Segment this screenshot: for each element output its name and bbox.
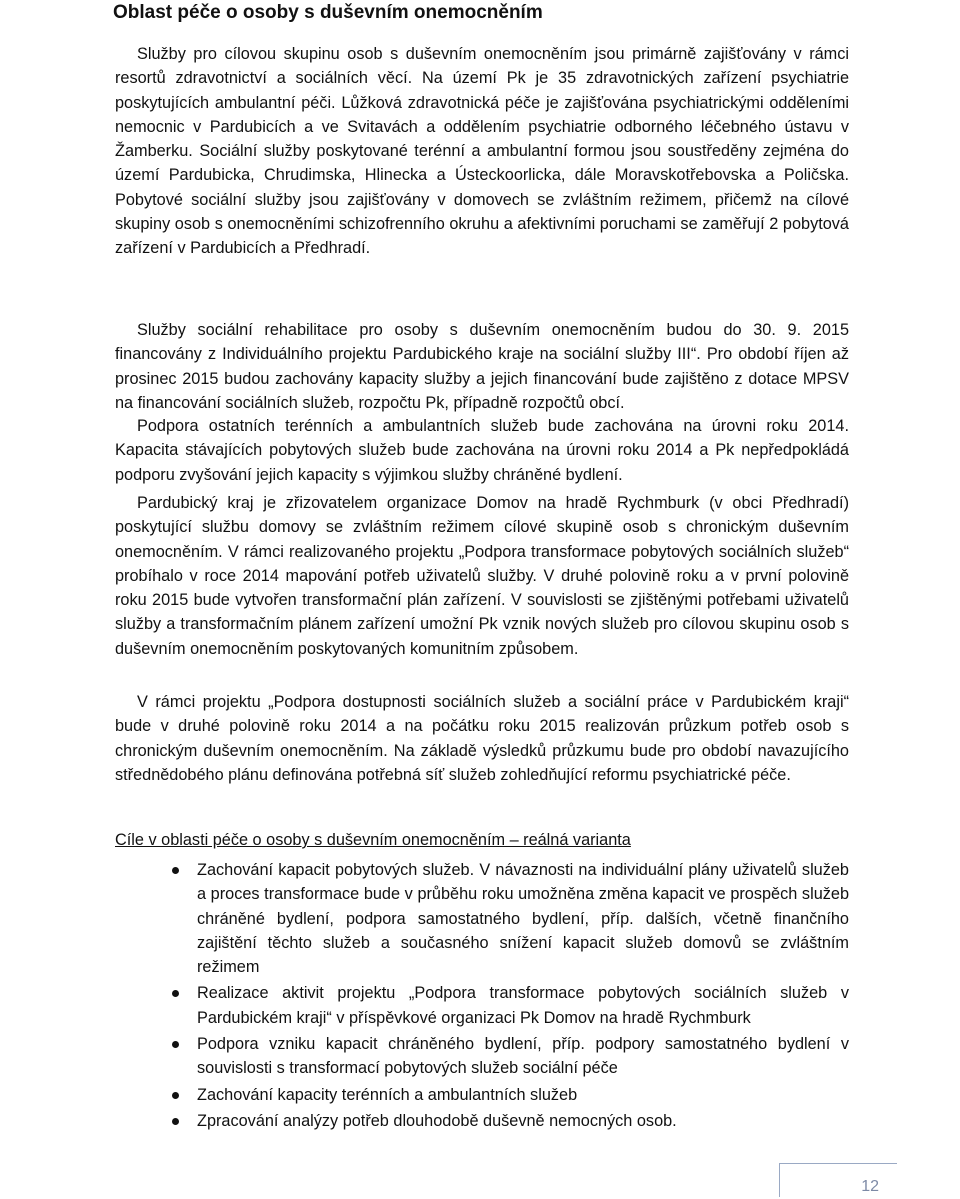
goals-list: [115, 858, 849, 1135]
list-item-text: Podpora vzniku kapacit chráněného bydlení, příp. podpory samostatného bydlení v souvislosti s transformací pobytových služeb sociální péče: [197, 1035, 849, 1078]
bullet-icon: [172, 1092, 179, 1099]
paragraph-capacity-support: Podpora ostatních terénních a ambulantních služeb bude zachována na úrovni roku 2014. Kapacita stávajících pobytových služeb bude zachována na úrovni roku 2014 a Pk nepředpokládá podporu zvyšování jejich kapacity s výjimkou služby chráněné bydlení.: [115, 417, 849, 484]
list-item-text: Zachování kapacit pobytových služeb. V návaznosti na individuální plány uživatelů služeb a proces transformace bude v průběhu roku umožněna změna kapacit ve prospěch služeb chráněné bydlení, podpora samostatného bydlení, příp. dalších, včetně finančního zajištění těchto služeb a současného snížení kapacit služeb domovů se zvláštním režimem: [197, 861, 849, 977]
list-item: [115, 1083, 849, 1107]
list-item: [115, 1032, 849, 1081]
list-item: [115, 1109, 849, 1133]
bullet-icon: [172, 1118, 179, 1125]
list-item: [115, 981, 849, 1030]
bullet-icon: [172, 990, 179, 997]
list-item-text: Realizace aktivit projektu „Podpora transformace pobytových sociálních služeb v Pardubickém kraji“ v příspěvkové organizaci Pk Domov na hradě Rychmburk: [197, 984, 849, 1027]
paragraph-survey-project: V rámci projektu „Podpora dostupnosti sociálních služeb a sociální práce v Pardubickém kraji“ bude v druhé polovině roku 2014 a na počátku roku 2015 realizován průzkum potřeb osob s chronickým duševním onemocněním. Na základě výsledků průzkumu bude pro období navazujícího střednědobého plánu definována potřebná síť služeb zohledňující reformu psychiatrické péče.: [115, 693, 849, 784]
list-item-text: Zachování kapacity terénních a ambulantních služeb: [197, 1085, 578, 1104]
paragraph-services-overview: Služby pro cílovou skupinu osob s duševním onemocněním jsou primárně zajišťovány v rámci resortů zdravotnictví a sociálních věcí. Na území Pk je 35 zdravotnických zařízení psychiatrie poskytujících ambulantní péči. Lůžková zdravotnická péče je zajišťována psychiatrickými odděleními nemocnic v Pardubicích a ve Svitavách a oddělením psychiatrie odborného léčebného ústavu v Žamberku. Sociální služby poskytované terénní a ambulantní formou jsou soustředěny zejména do území Pardubicka, Chrudimska, Hlinecka a Ústeckoorlicka, dále Moravskotřebovska a Poličska. Pobytové sociální služby jsou zajišťovány v domovech se zvláštním režimem, přičemž na cílové skupiny osob s onemocněními schizofrenního okruhu a afektivními poruchami se zaměřují 2 pobytová zařízení v Pardubicích a Předhradí.: [115, 45, 849, 258]
bullet-icon: [172, 867, 179, 874]
list-item: [115, 858, 849, 979]
section-heading: Oblast péče o osoby s duševním onemocněním: [113, 2, 543, 23]
list-item-text: Zpracování analýzy potřeb dlouhodobě duševně nemocných osob.: [197, 1111, 677, 1130]
paragraph-rychmburk: Pardubický kraj je zřizovatelem organizace Domov na hradě Rychmburk (v obci Předhradí) poskytující službu domovy se zvláštním režimem cílové skupině osob s chronickým duševním onemocněním. V rámci realizovaného projektu „Podpora transformace pobytových sociálních služeb“ probíhalo v roce 2014 mapování potřeb uživatelů služby. V druhé polovině roku a v první polovině roku 2015 bude vytvořen transformační plán zařízení. V souvislosti se zjištěnými potřebami uživatelů služby a transformačním plánem zařízení umožní Pk vznik nových služeb pro cílovou skupinu osob s duševním onemocněním poskytovaných komunitním způsobem.: [115, 494, 849, 658]
bullet-icon: [172, 1041, 179, 1048]
paragraph-social-rehabilitation: Služby sociální rehabilitace pro osoby s duševním onemocněním budou do 30. 9. 2015 financovány z Individuálního projektu Pardubického kraje na sociální služby III“. Pro období říjen až prosinec 2015 budou zachovány kapacity služby a jejich financování bude zajištěno z dotace MPSV na financování sociálních služeb, rozpočtu Pk, případně rozpočtů obcí.: [115, 321, 849, 412]
page-number-box: [779, 1163, 897, 1197]
goals-subheading: Cíle v oblasti péče o osoby s duševním onemocněním – reálná varianta: [115, 831, 631, 849]
page-number: 12: [861, 1178, 879, 1195]
